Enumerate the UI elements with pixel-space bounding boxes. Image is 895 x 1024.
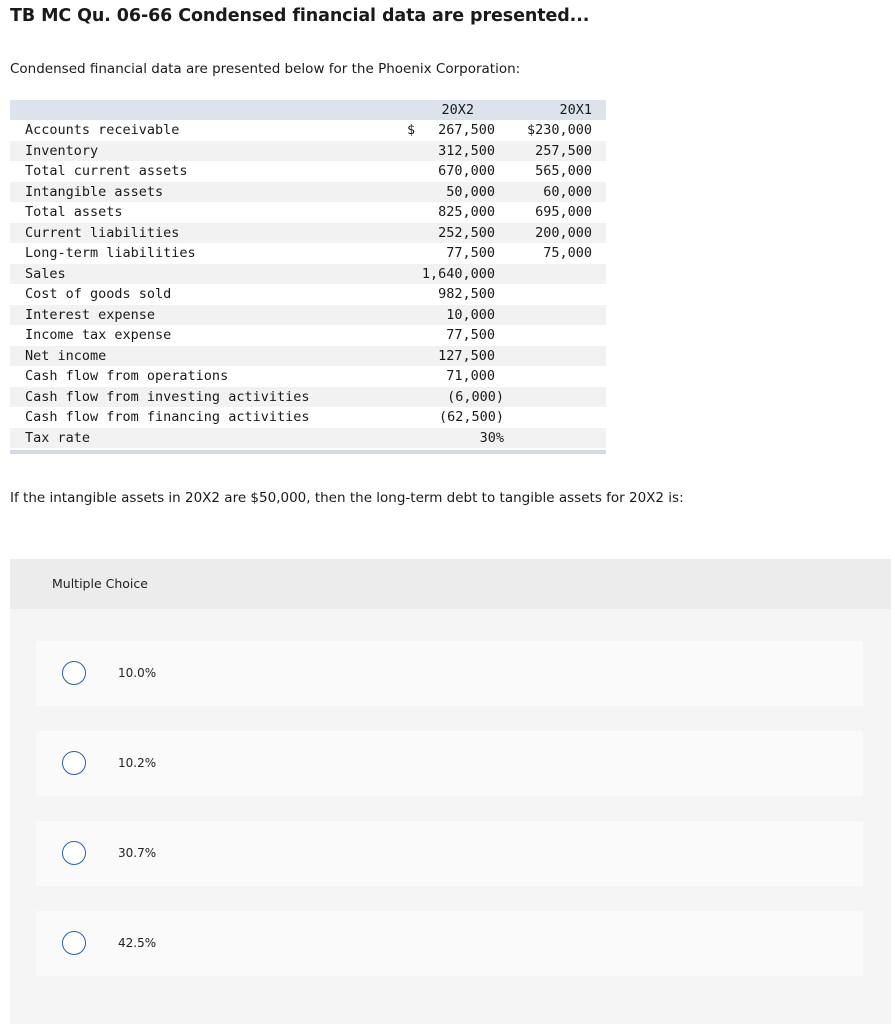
value-20x2: 670,000 — [438, 163, 495, 179]
table-row — [10, 141, 606, 162]
table-row — [10, 366, 606, 387]
choice-label[interactable]: 42.5% — [118, 936, 157, 950]
row-label: Inventory — [25, 142, 99, 159]
value-20x2: 50,000 — [446, 183, 495, 200]
value-20x1: 60,000 — [543, 183, 592, 200]
value-20x2: 77,500 — [446, 245, 495, 261]
choice-label[interactable]: 10.0% — [118, 666, 157, 680]
row-label: Interest expense — [25, 306, 156, 323]
choice-option[interactable] — [36, 911, 863, 976]
value-20x2: (62,500) — [438, 409, 504, 425]
value-20x1: 257,500 — [535, 142, 592, 159]
table-row — [10, 325, 606, 346]
value-20x2: 71,000 — [446, 368, 495, 384]
value-20x2: 1,640,000 — [421, 265, 495, 282]
row-label: Tax rate — [25, 429, 91, 446]
table-row — [10, 387, 606, 408]
value-20x1: 565,000 — [535, 163, 592, 179]
table-row — [10, 284, 606, 305]
row-label: Cash flow from investing activities — [25, 388, 310, 405]
intro-text: Condensed financial data are presented below for the Phoenix Corporation: — [10, 61, 521, 77]
choice-option[interactable] — [36, 641, 863, 706]
row-label: Intangible assets — [25, 183, 164, 200]
multiple-choice-label: Multiple Choice — [52, 576, 148, 591]
row-label: Total assets — [25, 204, 123, 220]
multiple-choice-panel — [10, 559, 891, 1024]
value-20x2: 312,500 — [438, 142, 495, 159]
column-header-20x2: 20X2 — [441, 102, 474, 118]
table-row — [10, 161, 606, 182]
value-20x2: 252,500 — [438, 224, 495, 241]
row-label: Net income — [25, 347, 107, 364]
value-20x1: 695,000 — [535, 204, 592, 220]
choice-label[interactable]: 10.2% — [118, 756, 157, 770]
value-20x2: 30% — [479, 429, 504, 446]
value-20x2: 982,500 — [438, 286, 495, 302]
radio-button-icon[interactable] — [62, 841, 86, 865]
row-label: Income tax expense — [25, 327, 172, 343]
row-label: Long-term liabilities — [25, 245, 196, 261]
column-header-20x1: 20X1 — [559, 102, 592, 118]
row-label: Cost of goods sold — [25, 286, 172, 302]
value-20x1: 200,000 — [535, 224, 592, 241]
row-label: Cash flow from financing activities — [25, 409, 310, 425]
value-20x2: 127,500 — [438, 347, 495, 364]
table-row — [10, 346, 606, 367]
row-label: Sales — [25, 265, 66, 282]
table-row — [10, 243, 606, 264]
value-20x2: 267,500 — [438, 122, 495, 138]
value-20x2: (6,000) — [447, 388, 504, 405]
financial-data-table — [10, 100, 606, 454]
choice-label[interactable]: 30.7% — [118, 846, 157, 860]
table-row — [10, 223, 606, 244]
question-title: TB MC Qu. 06-66 Condensed financial data are presented... — [10, 6, 590, 26]
table-row — [10, 305, 606, 326]
choice-option[interactable] — [36, 731, 863, 796]
value-20x2: 10,000 — [446, 306, 495, 323]
choice-option[interactable] — [36, 821, 863, 886]
radio-button-icon[interactable] — [62, 661, 86, 685]
question-text: If the intangible assets in 20X2 are $50,000, then the long-term debt to tangible assets for 20X2 is: — [10, 490, 684, 506]
table-row — [10, 407, 606, 428]
row-label: Accounts receivable — [25, 122, 180, 138]
multiple-choice-header — [10, 559, 891, 609]
value-20x1: $230,000 — [526, 122, 592, 138]
value-20x1: 75,000 — [543, 245, 592, 261]
table-bottom-rule — [10, 450, 606, 454]
table-row — [10, 264, 606, 285]
value-20x2: 825,000 — [438, 204, 495, 220]
row-label: Total current assets — [25, 163, 188, 179]
row-label: Cash flow from operations — [25, 368, 229, 384]
value-20x2: 77,500 — [446, 327, 495, 343]
table-row — [10, 182, 606, 203]
table-row — [10, 202, 606, 223]
table-header — [10, 100, 606, 120]
radio-button-icon[interactable] — [62, 931, 86, 955]
dollar-sign: $ — [407, 122, 416, 138]
radio-button-icon[interactable] — [62, 751, 86, 775]
table-row — [10, 428, 606, 449]
table-row — [10, 120, 606, 141]
row-label: Current liabilities — [25, 224, 180, 241]
